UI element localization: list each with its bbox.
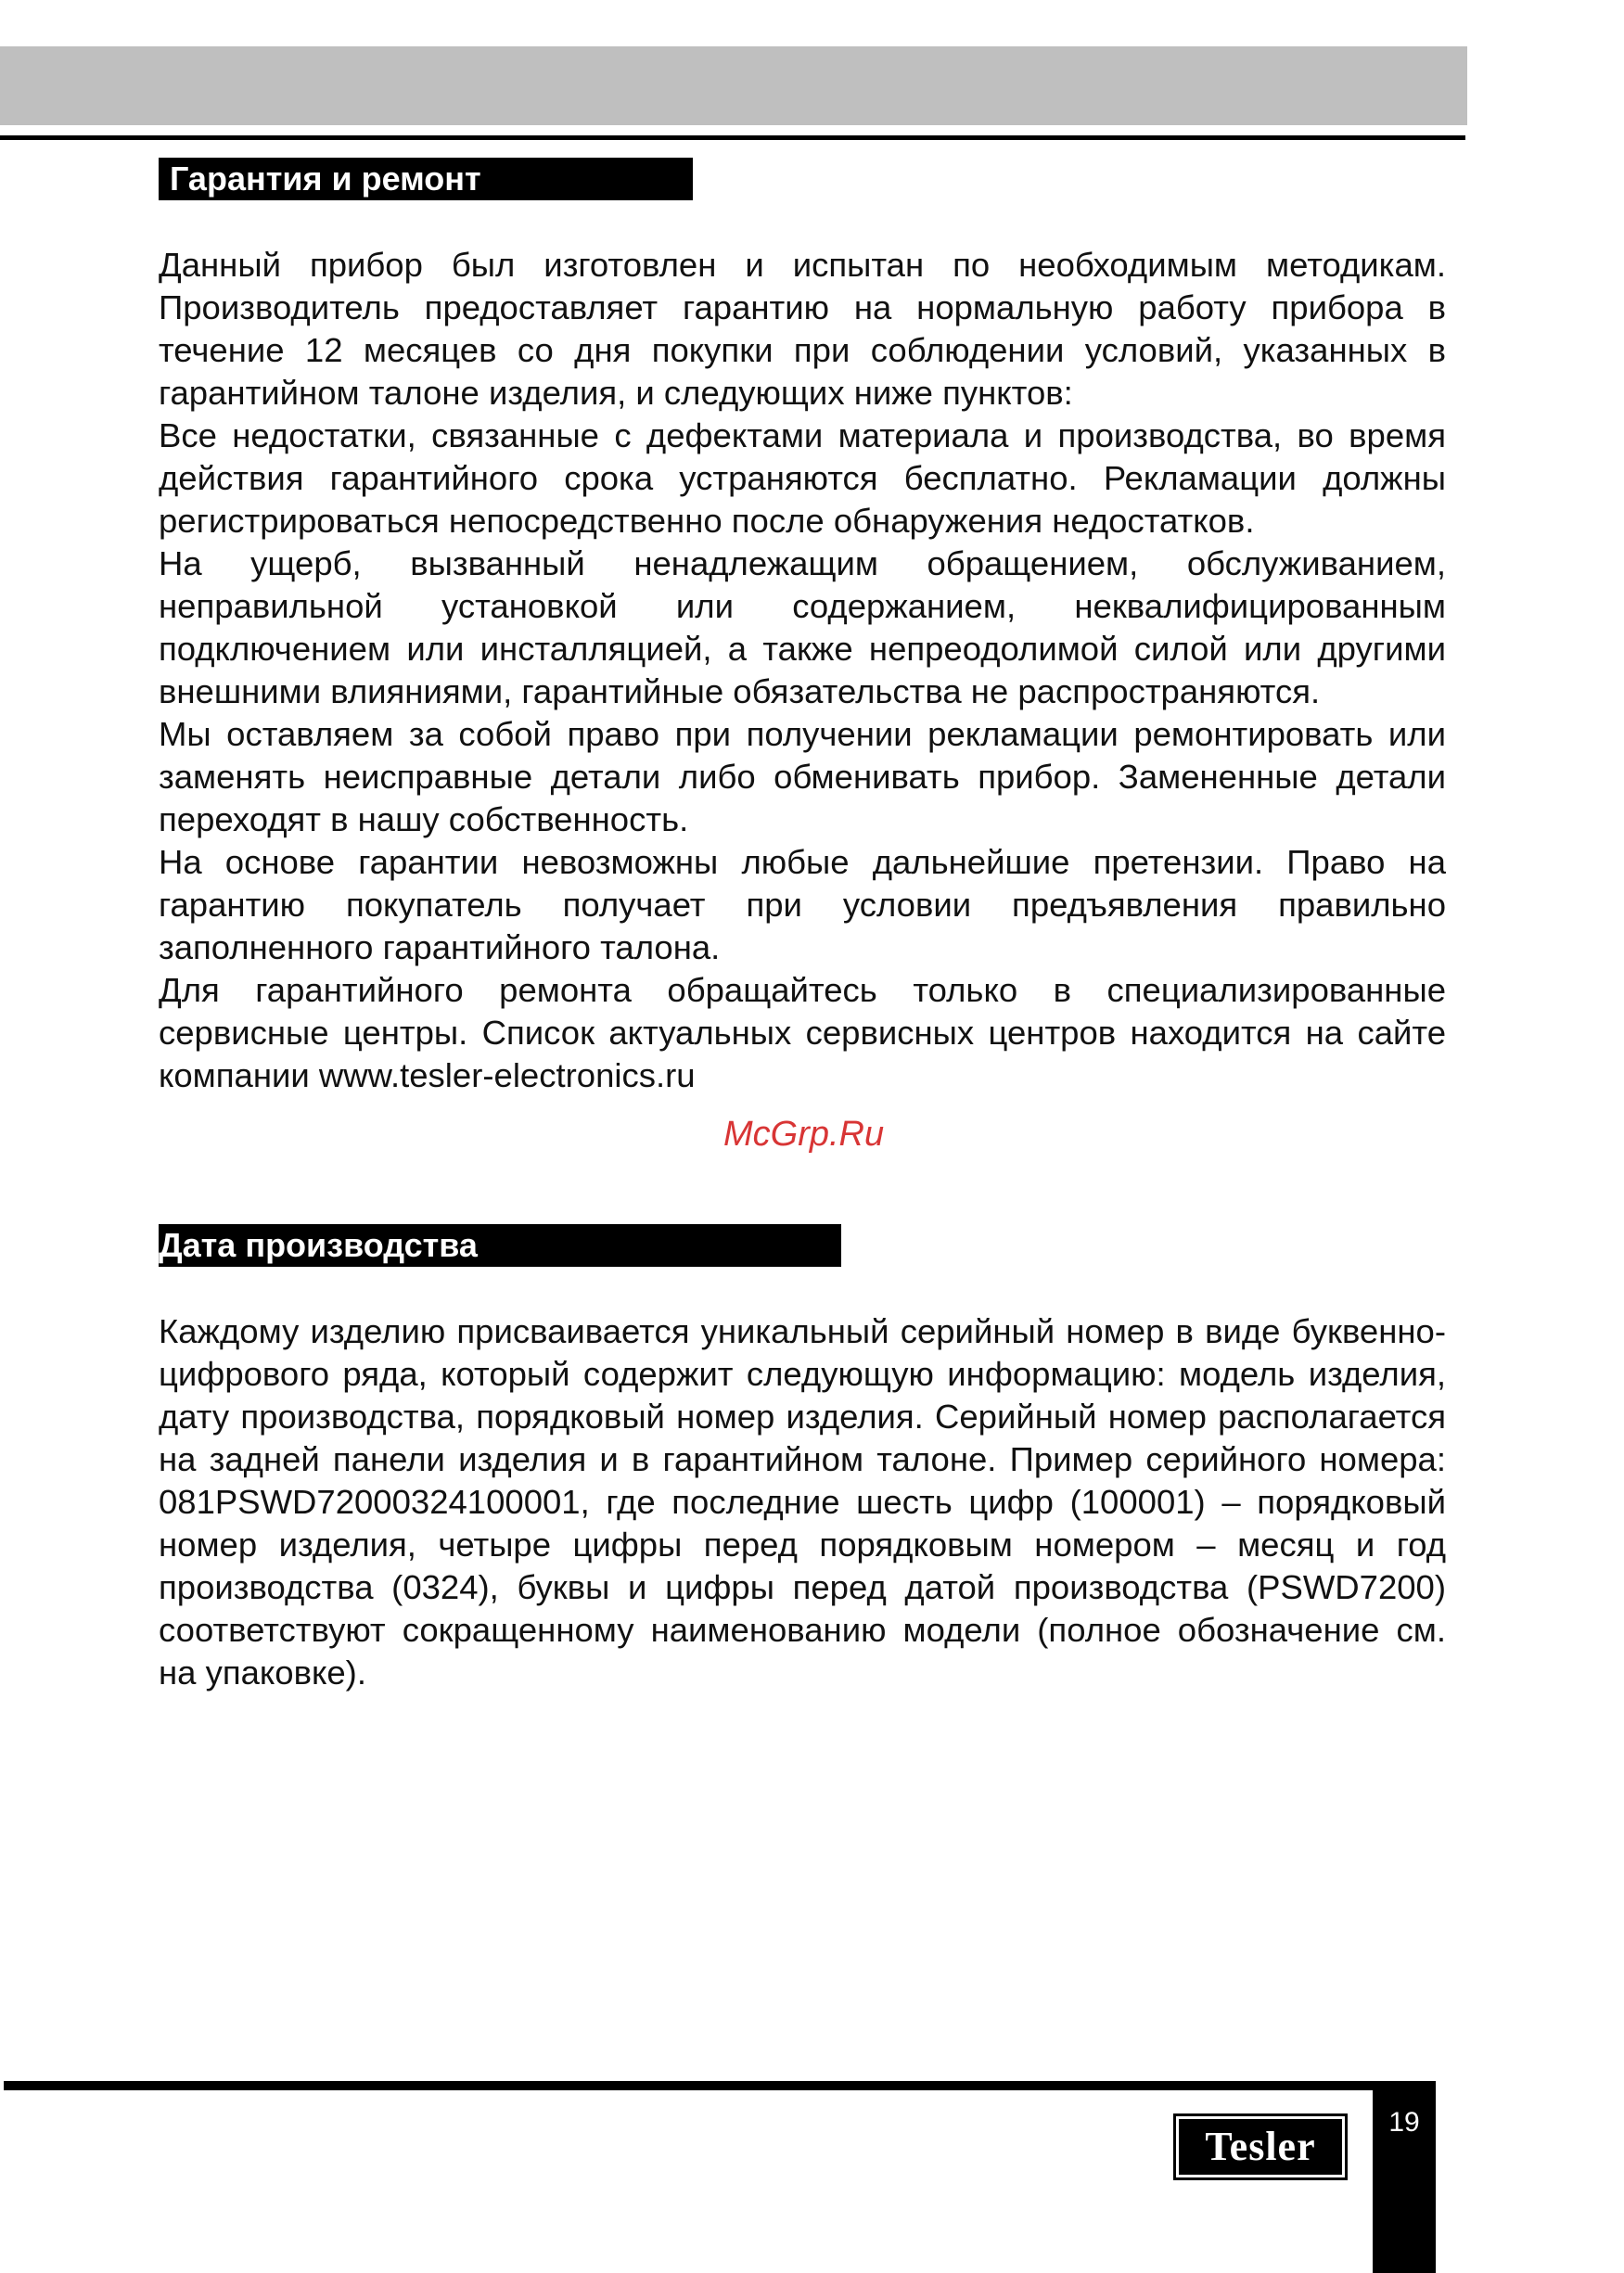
- paragraph: Все недостатки, связанные с дефектами материала и производства, во время действия гарантийного срока устраняются бесплатно. Рекламации должны регистрироваться непосредственно после обнаружения недостатков.: [159, 416, 1446, 540]
- paragraph: На ущерб, вызванный ненадлежащим обращением, обслуживанием, неправильной установкой или содержанием, неквалифицированным подключением или инсталляцией, а также непреодолимой силой или другими внешними влияниями, гарантийные обязательства не распространяются.: [159, 544, 1446, 710]
- header-rule: [0, 135, 1465, 140]
- production-date-body: [159, 1310, 1446, 1694]
- paragraph: Мы оставляем за собой право при получении рекламации ремонтировать или заменять неисправные детали либо обменивать прибор. Замененные детали переходят в нашу собственность.: [159, 715, 1446, 838]
- paragraph: На основе гарантии невозможны любые дальнейшие претензии. Право на гарантию покупатель получает при условии предъявления правильно заполненного гарантийного талона.: [159, 843, 1446, 966]
- paragraph: Данный прибор был изготовлен и испытан по необходимым методикам. Производитель предоставляет гарантию на нормальную работу прибора в течение 12 месяцев со дня покупки при соблюдении условий, указанных в гарантийном талоне изделия, и следующих ниже пунктов:: [159, 246, 1446, 412]
- warranty-body: [159, 244, 1446, 1097]
- page-number: 19: [1388, 2107, 1420, 2138]
- watermark: McGrp.Ru: [723, 1115, 885, 1154]
- tesler-logo: Tesler: [1176, 2116, 1345, 2177]
- section-heading-production-date: Дата производства: [159, 1224, 841, 1267]
- footer-rule: [4, 2081, 1436, 2090]
- header-band: [0, 46, 1467, 125]
- paragraph: Для гарантийного ремонта обращайтесь только в специализированные сервисные центры. Список актуальных сервисных центров находится на сайте компании www.tesler-electronics.ru: [159, 971, 1446, 1094]
- paragraph: Каждому изделию присваивается уникальный серийный номер в виде буквенно-цифрового ряда, который содержит следующую информацию: модель изделия, дату производства, порядковый номер изделия. Серийный номер располагается на задней панели изделия и в гарантийном талоне. Пример серийного номера: 081PSWD72000324100001, где последние шесть цифр (100001) – порядковый номер изделия, четыре цифры перед порядковым номером – месяц и год производства (0324), буквы и цифры перед датой производства (PSWD7200) соответствуют сокращенному наименованию модели (полное обозначение см. на упаковке).: [159, 1312, 1446, 1692]
- section-heading-warranty: Гарантия и ремонт: [159, 158, 693, 200]
